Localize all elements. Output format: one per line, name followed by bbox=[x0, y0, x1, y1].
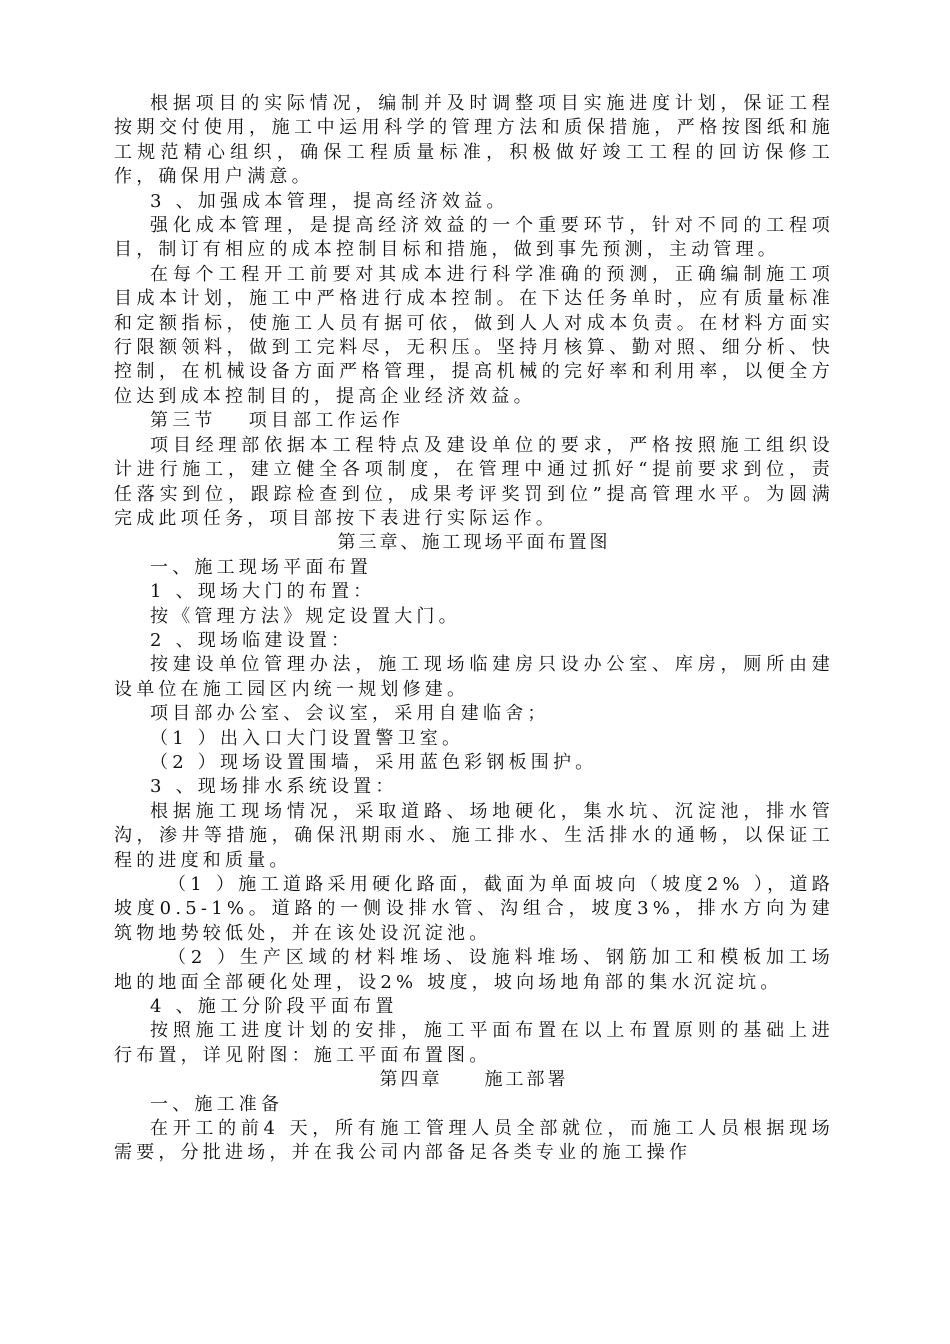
heading-preparation: 一、施工准备 bbox=[150, 1093, 284, 1115]
paragraph-schedule: 根据项目的实际情况，编制并及时调整项目实施进度计划，保证工程按期交付使用，施工中运用科学的管理方法和质保措施，严格按图纸和施工规范精心组织，确保工程质量标准，积极做好竣工工程的回访保修工作，确保用户满意。 bbox=[114, 93, 834, 188]
paragraph-phased-layout: 按照施工进度计划的安排，施工平面布置在以上布置原则的基础上进行布置，详见附图：施工平面布置图。 bbox=[114, 1020, 834, 1066]
heading-site-layout: 一、施工现场平面布置 bbox=[150, 556, 372, 578]
paragraph-cost-control: 强化成本管理，是提高经济效益的一个重要环节，针对不同的工程项目，制订有相应的成本控制目标和措施，做到事先预测，主动管理。 bbox=[114, 215, 834, 261]
heading-cost-management: 3 、加强成本管理，提高经济效益。 bbox=[150, 190, 509, 212]
paragraph-project-operation: 项目经理部依据本工程特点及建设单位的要求，严格按照施工组织设计进行施工，建立健全各项制度，在管理中通过抓好“提前要求到位，责任落实到位，跟踪检查到位，成果考评奖罚到位”提高管理水平。为圆满完成此项任务，项目部按下表进行实际运作。 bbox=[114, 434, 834, 529]
paragraph-site-gate: 按《管理方法》规定设置大门。 bbox=[150, 605, 461, 627]
paragraph-office: 项目部办公室、会议室，采用自建临舍； bbox=[150, 703, 550, 725]
paragraph-cost-forecast: 在每个工程开工前要对其成本进行科学准确的预测，正确编制施工项目成本计划，施工中严格进行成本控制。在下达任务单时，应有质量标准和定额指标，使施工人员有据可依，做到人人对成本负责。在材料方面实行限额领料，做到工完料尽，无积压。坚持月核算、勤对照、细分析、快控制，在机械设备方面严格管理，提高机械的完好率和利用率，以便全方位达到成本控制目的，提高企业经济效益。 bbox=[114, 263, 834, 407]
document-page bbox=[114, 92, 834, 1166]
heading-phased-layout: 4 、施工分阶段平面布置 bbox=[150, 996, 398, 1018]
chapter-heading-deployment: 第四章 施工部署 bbox=[379, 1069, 569, 1091]
chapter-heading-site-layout: 第三章、施工现场平面布置图 bbox=[337, 532, 611, 554]
heading-site-gate: 1 、现场大门的布置： bbox=[150, 581, 376, 603]
paragraph-temporary-facilities: 按建设单位管理办法，施工现场临建房只设办公室、库房，厕所由建设单位在施工园区内统一规划修建。 bbox=[114, 654, 834, 700]
section-heading-project-operation: 第三节 项目部工作运作 bbox=[150, 410, 405, 432]
list-item-fence: （2 ）现场设置围墙，采用蓝色彩钢板围护。 bbox=[150, 751, 598, 773]
list-item-road: （1 ）施工道路采用硬化路面，截面为单面坡向（坡度2% ），道路坡度0.5-1%。道路的一侧设排水管、沟组合，坡度3%，排水方向为建筑物地势较低处，并在该处设沉淀池。 bbox=[114, 874, 834, 944]
list-item-guard-room: （1 ）出入口大门设置警卫室。 bbox=[150, 727, 465, 749]
list-item-production-area: （2 ）生产区域的材料堆场、设施料堆场、钢筋加工和模板加工场地的地面全部硬化处理，设2% 坡度，坡向场地角部的集水沉淀坑。 bbox=[114, 947, 834, 993]
paragraph-drainage: 根据施工现场情况，采取道路、场地硬化，集水坑、沉淀池，排水管沟，渗井等措施，确保汛期雨水、施工排水、生活排水的通畅，以保证工程的进度和质量。 bbox=[114, 800, 834, 871]
heading-temporary-facilities: 2 、现场临建设置： bbox=[150, 629, 354, 651]
paragraph-preparation: 在开工的前4 天，所有施工管理人员全部就位，而施工人员根据现场需要，分批进场，并在我公司内部备足各类专业的施工操作 bbox=[114, 1118, 834, 1164]
heading-drainage: 3 、现场排水系统设置： bbox=[150, 776, 398, 798]
